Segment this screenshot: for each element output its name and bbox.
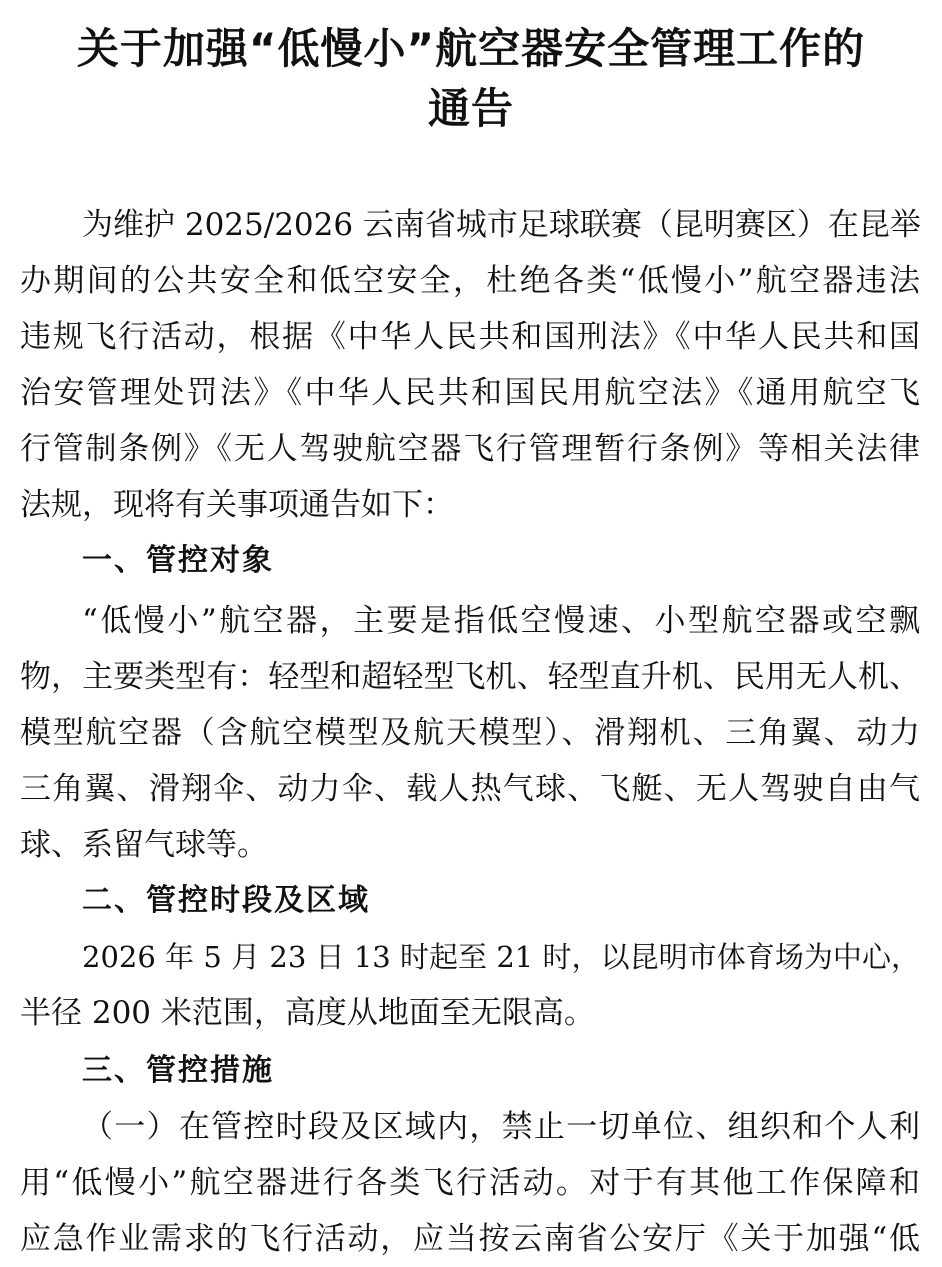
notice-title-line-1: 关于加强“低慢小”航空器安全管理工作的: [76, 24, 866, 73]
intro-line-6: 法规，现将有关事项通告如下：: [20, 487, 454, 523]
section-1-line-2: 物，主要类型有：轻型和超轻型飞机、轻型直升机、民用无人机、: [20, 659, 920, 695]
section-3-line-3: 应急作业需求的飞行活动，应当按云南省公安厅《关于加强“低: [20, 1221, 920, 1257]
notice-title-line-2: 通告: [427, 84, 514, 133]
section-1-line-1: “低慢小”航空器，主要是指低空慢速、小型航空器或空飘: [82, 603, 920, 639]
intro-line-1: 为维护 2025/2026 云南省城市足球联赛（昆明赛区）在昆举: [82, 207, 921, 243]
section-3-heading: 三、管控措施: [82, 1053, 274, 1088]
section-1-line-4: 三角翼、滑翔伞、动力伞、载人热气球、飞艇、无人驾驶自由气: [20, 771, 920, 807]
section-2-heading: 二、管控时段及区域: [82, 883, 370, 918]
section-1-line-5: 球、系留气球等。: [20, 827, 268, 863]
section-2-line-1: 2026 年 5 月 23 日 13 时起至 21 时，以昆明市体育场为中心，: [82, 940, 920, 974]
section-2-line-2: 半径 200 米范围，高度从地面至无限高。: [20, 995, 595, 1031]
intro-line-2: 办期间的公共安全和低空安全，杜绝各类“低慢小”航空器违法: [20, 263, 920, 299]
section-3-line-2: 用“低慢小”航空器进行各类飞行活动。对于有其他工作保障和: [20, 1165, 920, 1201]
intro-line-4: 治安管理处罚法》《中华人民共和国民用航空法》《通用航空飞: [20, 375, 920, 411]
intro-line-5: 行管制条例》《无人驾驶航空器飞行管理暂行条例》等相关法律: [20, 431, 920, 467]
section-3-line-1: （一）在管控时段及区域内，禁止一切单位、组织和个人利: [82, 1109, 920, 1145]
section-1-heading: 一、管控对象: [82, 543, 274, 578]
intro-line-3: 违规飞行活动，根据《中华人民共和国刑法》《中华人民共和国: [20, 319, 920, 355]
section-1-line-3: 模型航空器（含航空模型及航天模型）、滑翔机、三角翼、动力: [20, 715, 920, 751]
